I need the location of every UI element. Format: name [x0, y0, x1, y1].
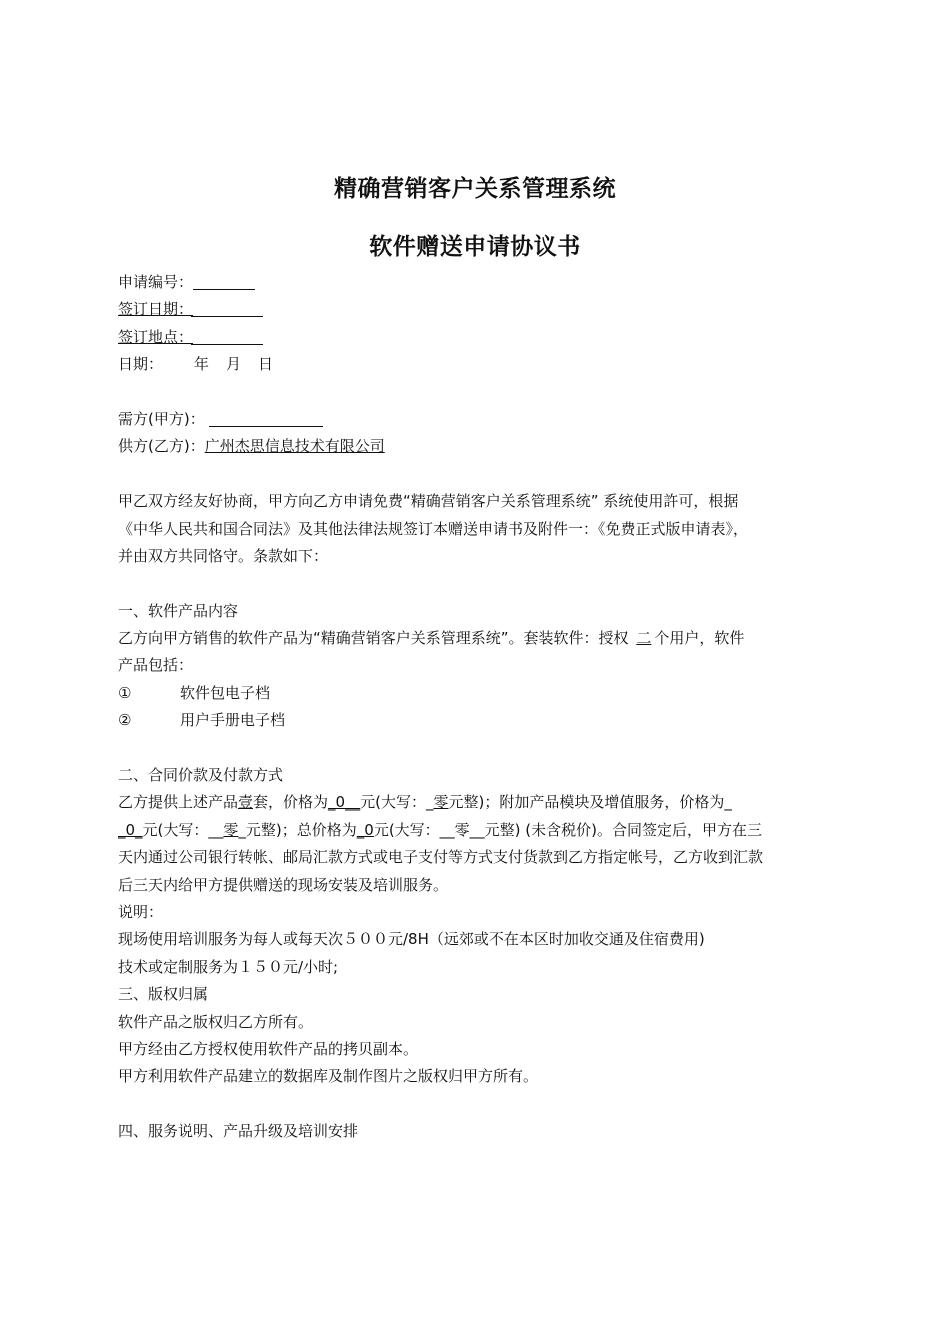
application-no-label: 申请编号： [118, 273, 194, 291]
section-2-line-4: 后三天内给甲方提供赠送的现场安装及培训服务。 [118, 875, 449, 894]
party-b-label: 供方(乙方)： [118, 437, 205, 456]
section-1-line-2: 产品包括： [118, 656, 194, 675]
document-title: 精确营销客户关系管理系统 [334, 176, 616, 202]
application-no-field [118, 269, 818, 296]
sign-place-blank [191, 328, 263, 345]
date-month: 月 [226, 355, 242, 374]
section-3-line-1: 软件产品之版权归乙方所有。 [118, 1012, 314, 1031]
date-label: 日期： [118, 355, 164, 374]
licensed-users-count: 二 [636, 629, 652, 648]
sign-date-label: 签订日期： [118, 300, 194, 319]
list-item [118, 707, 818, 734]
section-1-heading: 一、软件产品内容 [118, 601, 239, 620]
party-a-field [118, 406, 818, 433]
sign-date-field [118, 296, 818, 323]
note-label: 说明： [118, 902, 164, 921]
preamble-line-2: 《中华人民共和国合同法》及其他法律法规签订本赠送申请书及附件一：《免费正式版申请表》， [118, 519, 749, 538]
addon-price: _0_ [118, 820, 143, 839]
total-price: _0 [356, 820, 374, 839]
date-year: 年 [194, 355, 210, 374]
list-item-text: 软件包电子档 [180, 683, 271, 702]
section-3-line-2: 甲方经由乙方授权使用软件产品的拷贝副本。 [118, 1039, 419, 1058]
application-no-blank [193, 273, 255, 290]
product-price: _0__ [328, 793, 361, 812]
section-2-line-3: 天内通过公司银行转帐、邮局汇款方式或电子支付等方式支付货款到乙方指定帐号，乙方收到汇款 [118, 848, 764, 867]
sign-date-blank [191, 300, 263, 317]
section-3-heading: 三、版权归属 [118, 985, 209, 1004]
sign-place-field [118, 324, 818, 351]
list-item-text: 用户手册电子档 [180, 711, 286, 730]
section-4-heading: 四、服务说明、产品升级及培训安排 [118, 1122, 359, 1141]
section-1-line-1: 乙方向甲方销售的软件产品为“精确营销客户关系管理系统”。套装软件：授权 二 个用户，软件 [118, 629, 745, 648]
section-2-line-2: _0_元(大写：__零_元整)；总价格为_0元(大写：__零__元整) (未含税价)。合同签定后，甲方在三 [118, 820, 763, 839]
note-line-2: 技术或定制服务为１５０元/小时; [118, 957, 339, 976]
product-price-cn: 零 [433, 793, 449, 812]
section-2-heading: 二、合同价款及付款方式 [118, 766, 284, 785]
preamble-line-3: 并由双方共同恪守。条款如下： [118, 546, 329, 565]
note-line-1: 现场使用培训服务为每人或每天次５００元/8H（远郊或不在本区时加收交通及住宿费用) [118, 930, 705, 949]
addon-price-cn: 零 [223, 820, 239, 839]
list-marker: ① [118, 683, 132, 702]
list-item [118, 680, 818, 707]
sign-place-label: 签订地点： [118, 327, 194, 346]
preamble-line-1: 甲乙双方经友好协商，甲方向乙方申请免费“精确营销客户关系管理系统” 系统使用許可，根据 [118, 492, 739, 511]
party-b-field [118, 433, 818, 460]
product-sets: 壹 [238, 793, 254, 812]
date-field [118, 351, 818, 378]
list-marker: ② [118, 711, 132, 730]
party-a-blank [209, 410, 323, 427]
party-a-label: 需方(甲方)： [118, 409, 205, 428]
document-body [118, 269, 818, 1146]
party-b-name: 广州杰思信息技术有限公司 [204, 437, 385, 456]
date-day: 日 [258, 355, 274, 374]
section-3-line-3: 甲方利用软件产品建立的数据库及制作图片之版权归甲方所有。 [118, 1067, 539, 1086]
document-subtitle: 软件赠送申请协议书 [369, 234, 581, 260]
section-2-line-1: 乙方提供上述产品壹套，价格为_0__元(大写：_零元整)；附加产品模块及增值服务，价格为_ [118, 793, 732, 812]
